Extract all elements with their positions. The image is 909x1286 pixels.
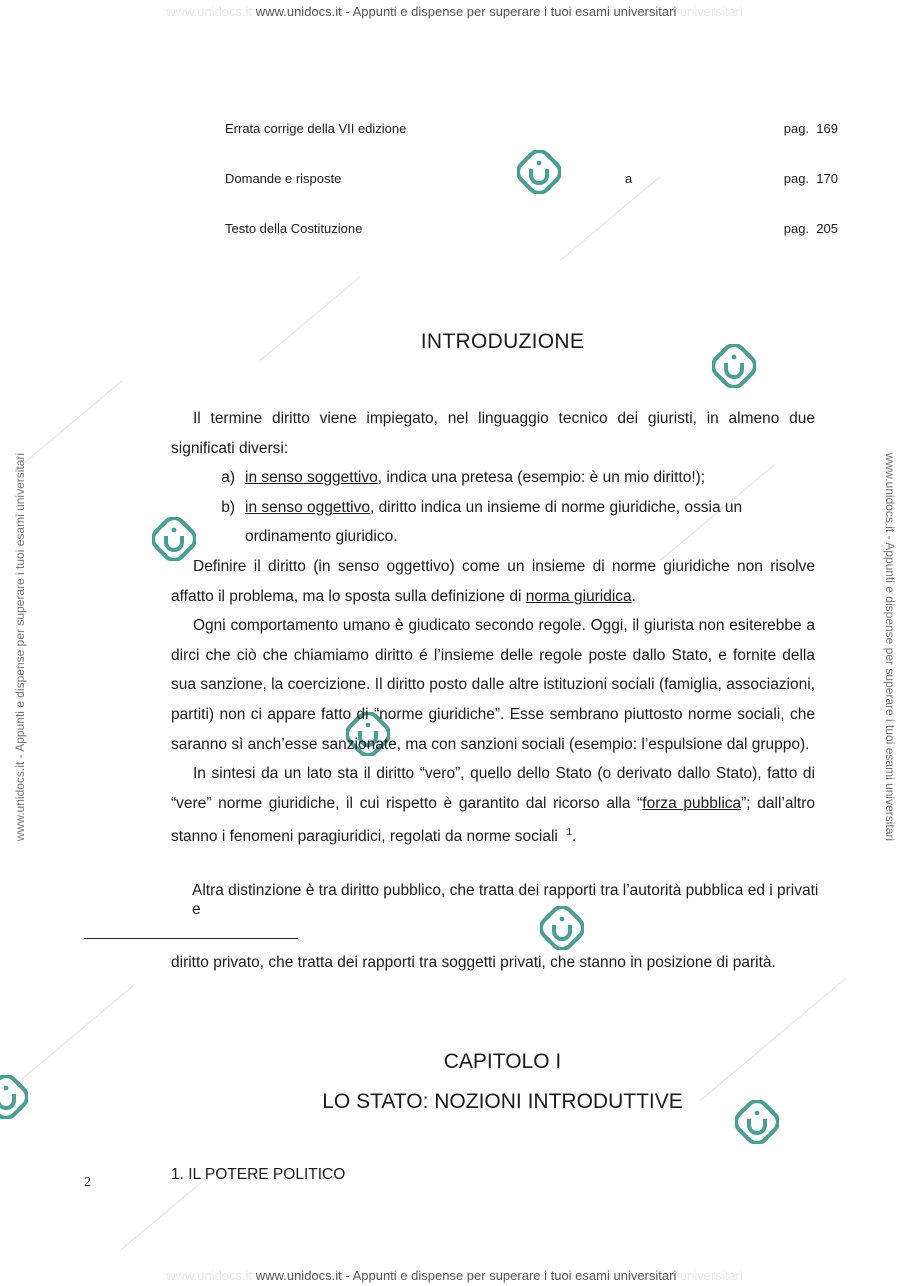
footnote-start: Altra distinzione è tra diritto pubblico, che tratta dei rapporti tra l’autorità pubblica ed i privati e bbox=[192, 882, 819, 918]
watermark-stroke bbox=[700, 978, 846, 1101]
toc-row bbox=[225, 121, 838, 141]
term-underlined: in senso soggettivo bbox=[245, 469, 378, 487]
watermark-stroke bbox=[15, 380, 123, 471]
watermark-stroke bbox=[260, 276, 360, 360]
watermark-top-text: www.unidocs.it - Appunti e dispense per superare i tuoi esami universitari bbox=[255, 4, 677, 19]
list-marker: b) bbox=[221, 498, 235, 516]
chapter-number: CAPITOLO I bbox=[443, 1050, 562, 1073]
paragraph: Definire il diritto (in senso oggettivo) come un insieme di norme giuridiche non risolve affatto il problema, ma lo sposta sulla definizione di norma giuridica. bbox=[171, 557, 815, 605]
watermark-faint-left: www.unidocs.it bbox=[166, 1268, 253, 1283]
list-item: b) in senso oggettivo, diritto indica un insieme di norme giuridiche, ossia un ordinamento giuridico. bbox=[171, 493, 815, 552]
toc-row bbox=[225, 171, 838, 191]
chapter-title: LO STATO: NOZIONI INTRODUTTIVE bbox=[322, 1090, 683, 1113]
watermark-faint-right: universitari bbox=[679, 1268, 743, 1283]
introduzione-body bbox=[171, 404, 815, 852]
watermark-top bbox=[0, 4, 909, 19]
list-marker: a) bbox=[221, 469, 235, 487]
toc-row bbox=[225, 221, 838, 241]
watermark-bottom bbox=[0, 1268, 909, 1283]
list-item: a) in senso soggettivo, indica una pretesa (esempio: è un mio diritto!); bbox=[171, 463, 815, 493]
term-underlined: forza pubblica bbox=[642, 794, 742, 812]
section-heading: 1. IL POTERE POLITICO bbox=[171, 1166, 346, 1183]
footnote-text: diritto privato, che tratta dei rapporti tra soggetti privati, che stanno in posizione di parità. bbox=[171, 954, 776, 971]
toc-page: pag. 205 bbox=[783, 221, 838, 236]
watermark-stroke bbox=[120, 1179, 205, 1250]
toc-title: Testo della Costituzione bbox=[225, 221, 363, 236]
watermark-bottom-text: www.unidocs.it - Appunti e dispense per superare i tuoi esami universitari bbox=[255, 1268, 677, 1283]
watermark-faint-right: universitari bbox=[679, 4, 743, 19]
footnote-rule bbox=[84, 938, 298, 939]
paragraph: Il termine diritto viene impiegato, nel linguaggio tecnico dei giuristi, in almeno due significati diversi: bbox=[171, 410, 815, 457]
page-number: 2 bbox=[84, 1175, 91, 1190]
paragraph: Ogni comportamento umano è giudicato secondo regole. Oggi, il giurista non esiterebbe a dirci che ciò che chiamiamo diritto é l’insieme delle regole poste dallo Stato, e fornite della sua sanzione, la coercizione. Il diritto posto dalle altre istituzioni sociali (famiglia, associazioni, partiti) non ci appare fatto di “norme giuridiche”. Esse sembrano piuttosto norme sociali, che saranno sì anch’esse sanzionate, ma con sanzioni sociali (esempio: l’espulsione dal gruppo). bbox=[171, 617, 815, 753]
term-underlined: norma giuridica bbox=[525, 587, 632, 605]
unidocs-logo-icon bbox=[735, 1100, 779, 1144]
toc-title: Domande e risposte bbox=[225, 171, 342, 186]
footnote-ref: 1 bbox=[566, 827, 573, 839]
unidocs-logo-icon bbox=[712, 344, 756, 388]
introduzione-heading: INTRODUZIONE bbox=[420, 330, 585, 353]
watermark-faint-left: www.unidocs.it bbox=[166, 4, 253, 19]
toc-mid: a bbox=[625, 171, 633, 186]
watermark-right: www.unidocs.it - Appunti e dispense per superare i tuoi esami universitari bbox=[883, 452, 897, 842]
watermark-left: www.unidocs.it - Appunti e dispense per superare i tuoi esami universitari bbox=[13, 452, 27, 842]
toc-page: pag. 170 bbox=[783, 171, 838, 186]
unidocs-logo-icon bbox=[0, 1075, 28, 1119]
watermark-stroke bbox=[20, 984, 136, 1081]
paragraph: In sintesi da un lato sta il diritto “vero”, quello dello Stato (o derivato dallo Stato), fatto di “vere” norme giuridiche, il cui rispetto è garantito dal ricorso alla “forza pubblica”; dall’altro stanno i fenomeni paragiuridici, regolati da norme sociali $^1$. bbox=[171, 765, 815, 846]
toc-title: Errata corrige della VII edizione bbox=[225, 121, 407, 136]
term-underlined: in senso oggettivo bbox=[245, 498, 370, 516]
toc-page: pag. 169 bbox=[783, 121, 838, 136]
